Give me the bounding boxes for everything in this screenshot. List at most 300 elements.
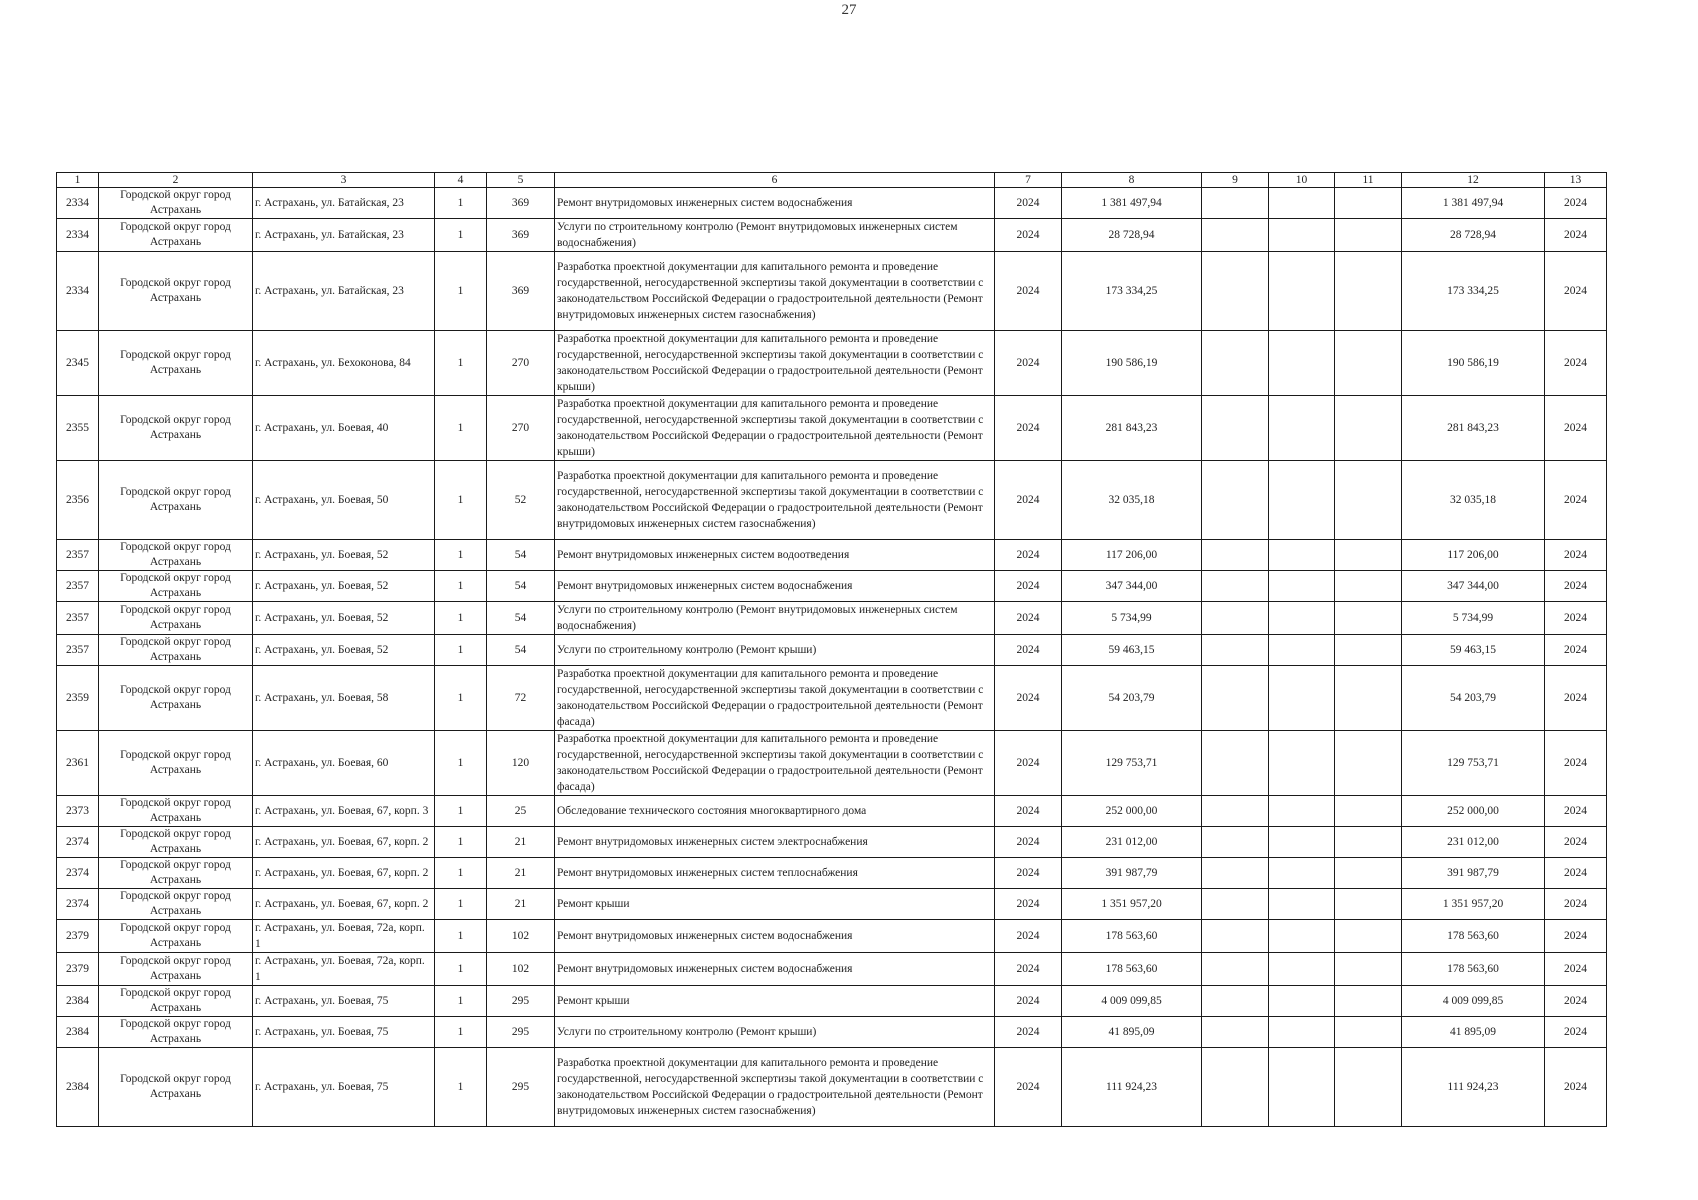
work-type-cell: Разработка проектной документации для капитального ремонта и проведение государственной, негосударственной экспертизы такой документации в соответствии с законодательством Российской Федерации о градостроительной деятельности (Ремонт фасада) [555,731,995,796]
completion-year-cell: 2024 [1545,571,1607,602]
column-11-value-cell [1335,219,1402,252]
completion-year-cell: 2024 [1545,858,1607,889]
column-9-value-cell [1202,953,1269,986]
address-cell: г. Астрахань, ул. Боевая, 75 [253,1017,435,1048]
column-10-value-cell [1269,540,1335,571]
column-4-value-cell: 1 [435,986,487,1017]
column-9-value-cell [1202,666,1269,731]
column-header-11: 11 [1335,173,1402,188]
work-type-cell: Разработка проектной документации для капитального ремонта и проведение государственной, негосударственной экспертизы такой документации в соответствии с законодательством Российской Федерации о градостроительной деятельности (Ремонт крыши) [555,331,995,396]
column-4-value-cell: 1 [435,571,487,602]
column-5-value-cell: 295 [487,986,555,1017]
municipality-cell: Городской округ город Астрахань [99,858,253,889]
row-number-cell: 2374 [57,827,99,858]
column-9-value-cell [1202,540,1269,571]
column-10-value-cell [1269,219,1335,252]
work-type-cell: Ремонт внутридомовых инженерных систем электроснабжения [555,827,995,858]
municipality-cell: Городской округ город Астрахань [99,889,253,920]
year-cell: 2024 [995,731,1062,796]
column-5-value-cell: 25 [487,796,555,827]
total-amount-cell: 173 334,25 [1402,252,1545,331]
amount-cell: 347 344,00 [1062,571,1202,602]
row-number-cell: 2357 [57,602,99,635]
work-type-cell: Ремонт внутридомовых инженерных систем водоснабжения [555,571,995,602]
column-4-value-cell: 1 [435,461,487,540]
column-5-value-cell: 72 [487,666,555,731]
table-row [57,461,1607,540]
column-10-value-cell [1269,920,1335,953]
year-cell: 2024 [995,1048,1062,1127]
column-5-value-cell: 270 [487,331,555,396]
year-cell: 2024 [995,331,1062,396]
work-type-cell: Ремонт крыши [555,986,995,1017]
address-cell: г. Астрахань, ул. Боевая, 60 [253,731,435,796]
completion-year-cell: 2024 [1545,252,1607,331]
total-amount-cell: 252 000,00 [1402,796,1545,827]
municipality-cell: Городской округ город Астрахань [99,1048,253,1127]
column-4-value-cell: 1 [435,331,487,396]
completion-year-cell: 2024 [1545,827,1607,858]
row-number-cell: 2373 [57,796,99,827]
column-10-value-cell [1269,986,1335,1017]
column-4-value-cell: 1 [435,188,487,219]
amount-cell: 190 586,19 [1062,331,1202,396]
work-type-cell: Ремонт внутридомовых инженерных систем водоотведения [555,540,995,571]
row-number-cell: 2384 [57,1017,99,1048]
total-amount-cell: 231 012,00 [1402,827,1545,858]
column-4-value-cell: 1 [435,1048,487,1127]
total-amount-cell: 178 563,60 [1402,920,1545,953]
municipality-cell: Городской округ город Астрахань [99,666,253,731]
column-9-value-cell [1202,635,1269,666]
total-amount-cell: 4 009 099,85 [1402,986,1545,1017]
column-9-value-cell [1202,986,1269,1017]
column-4-value-cell: 1 [435,827,487,858]
amount-cell: 173 334,25 [1062,252,1202,331]
column-11-value-cell [1335,540,1402,571]
table-row [57,331,1607,396]
column-4-value-cell: 1 [435,889,487,920]
column-header-5: 5 [487,173,555,188]
column-10-value-cell [1269,635,1335,666]
row-number-cell: 2334 [57,252,99,331]
column-5-value-cell: 21 [487,827,555,858]
address-cell: г. Астрахань, ул. Боевая, 58 [253,666,435,731]
completion-year-cell: 2024 [1545,953,1607,986]
table-row [57,396,1607,461]
column-5-value-cell: 21 [487,858,555,889]
table-row [57,252,1607,331]
column-header-2: 2 [99,173,253,188]
work-type-cell: Ремонт внутридомовых инженерных систем водоснабжения [555,188,995,219]
work-type-cell: Услуги по строительному контролю (Ремонт крыши) [555,635,995,666]
column-11-value-cell [1335,858,1402,889]
column-11-value-cell [1335,188,1402,219]
column-11-value-cell [1335,252,1402,331]
completion-year-cell: 2024 [1545,540,1607,571]
column-4-value-cell: 1 [435,731,487,796]
amount-cell: 178 563,60 [1062,953,1202,986]
column-11-value-cell [1335,889,1402,920]
work-type-cell: Разработка проектной документации для капитального ремонта и проведение государственной, негосударственной экспертизы такой документации в соответствии с законодательством Российской Федерации о градостроительной деятельности (Ремонт крыши) [555,396,995,461]
column-5-value-cell: 369 [487,252,555,331]
year-cell: 2024 [995,461,1062,540]
municipality-cell: Городской округ город Астрахань [99,571,253,602]
column-9-value-cell [1202,219,1269,252]
column-11-value-cell [1335,666,1402,731]
column-9-value-cell [1202,602,1269,635]
column-9-value-cell [1202,252,1269,331]
column-5-value-cell: 102 [487,953,555,986]
table-row [57,571,1607,602]
year-cell: 2024 [995,953,1062,986]
column-10-value-cell [1269,331,1335,396]
column-11-value-cell [1335,827,1402,858]
address-cell: г. Астрахань, ул. Батайская, 23 [253,252,435,331]
column-11-value-cell [1335,602,1402,635]
column-9-value-cell [1202,331,1269,396]
year-cell: 2024 [995,858,1062,889]
municipality-cell: Городской округ город Астрахань [99,252,253,331]
column-4-value-cell: 1 [435,858,487,889]
work-type-cell: Услуги по строительному контролю (Ремонт внутридомовых инженерных систем водоснабжения) [555,219,995,252]
column-10-value-cell [1269,571,1335,602]
completion-year-cell: 2024 [1545,731,1607,796]
municipality-cell: Городской округ город Астрахань [99,396,253,461]
total-amount-cell: 1 381 497,94 [1402,188,1545,219]
completion-year-cell: 2024 [1545,461,1607,540]
municipality-cell: Городской округ город Астрахань [99,920,253,953]
row-number-cell: 2384 [57,1048,99,1127]
total-amount-cell: 28 728,94 [1402,219,1545,252]
column-5-value-cell: 102 [487,920,555,953]
total-amount-cell: 391 987,79 [1402,858,1545,889]
total-amount-cell: 41 895,09 [1402,1017,1545,1048]
amount-cell: 117 206,00 [1062,540,1202,571]
column-10-value-cell [1269,827,1335,858]
column-4-value-cell: 1 [435,796,487,827]
table-row [57,858,1607,889]
capital-repair-register-table [56,172,1607,1127]
address-cell: г. Астрахань, ул. Боевая, 67, корп. 2 [253,858,435,889]
work-type-cell: Разработка проектной документации для капитального ремонта и проведение государственной, негосударственной экспертизы такой документации в соответствии с законодательством Российской Федерации о градостроительной деятельности (Ремонт внутридомовых инженерных систем газоснабжения) [555,1048,995,1127]
row-number-cell: 2374 [57,858,99,889]
row-number-cell: 2355 [57,396,99,461]
address-cell: г. Астрахань, ул. Боевая, 67, корп. 3 [253,796,435,827]
total-amount-cell: 5 734,99 [1402,602,1545,635]
column-10-value-cell [1269,889,1335,920]
work-type-cell: Услуги по строительному контролю (Ремонт крыши) [555,1017,995,1048]
completion-year-cell: 2024 [1545,920,1607,953]
row-number-cell: 2359 [57,666,99,731]
work-type-cell: Ремонт внутридомовых инженерных систем теплоснабжения [555,858,995,889]
amount-cell: 32 035,18 [1062,461,1202,540]
column-9-value-cell [1202,396,1269,461]
work-type-cell: Разработка проектной документации для капитального ремонта и проведение государственной, негосударственной экспертизы такой документации в соответствии с законодательством Российской Федерации о градостроительной деятельности (Ремонт внутридомовых инженерных систем газоснабжения) [555,461,995,540]
column-9-value-cell [1202,571,1269,602]
address-cell: г. Астрахань, ул. Боевая, 52 [253,602,435,635]
completion-year-cell: 2024 [1545,331,1607,396]
completion-year-cell: 2024 [1545,986,1607,1017]
column-4-value-cell: 1 [435,920,487,953]
column-10-value-cell [1269,796,1335,827]
column-9-value-cell [1202,461,1269,540]
column-5-value-cell: 120 [487,731,555,796]
column-11-value-cell [1335,1048,1402,1127]
column-header-1: 1 [57,173,99,188]
column-header-8: 8 [1062,173,1202,188]
column-9-value-cell [1202,889,1269,920]
amount-cell: 5 734,99 [1062,602,1202,635]
column-10-value-cell [1269,461,1335,540]
municipality-cell: Городской округ город Астрахань [99,602,253,635]
completion-year-cell: 2024 [1545,219,1607,252]
column-5-value-cell: 21 [487,889,555,920]
total-amount-cell: 1 351 957,20 [1402,889,1545,920]
column-header-3: 3 [253,173,435,188]
amount-cell: 281 843,23 [1062,396,1202,461]
table-row [57,953,1607,986]
column-4-value-cell: 1 [435,219,487,252]
total-amount-cell: 347 344,00 [1402,571,1545,602]
column-5-value-cell: 54 [487,540,555,571]
column-9-value-cell [1202,1017,1269,1048]
table-row [57,731,1607,796]
column-10-value-cell [1269,252,1335,331]
completion-year-cell: 2024 [1545,796,1607,827]
completion-year-cell: 2024 [1545,666,1607,731]
column-9-value-cell [1202,827,1269,858]
municipality-cell: Городской округ город Астрахань [99,219,253,252]
column-4-value-cell: 1 [435,540,487,571]
column-11-value-cell [1335,731,1402,796]
year-cell: 2024 [995,252,1062,331]
work-type-cell: Услуги по строительному контролю (Ремонт внутридомовых инженерных систем водоснабжения) [555,602,995,635]
column-9-value-cell [1202,858,1269,889]
amount-cell: 252 000,00 [1062,796,1202,827]
completion-year-cell: 2024 [1545,1048,1607,1127]
completion-year-cell: 2024 [1545,602,1607,635]
table-row [57,188,1607,219]
address-cell: г. Астрахань, ул. Боевая, 72а, корп. 1 [253,953,435,986]
row-number-cell: 2374 [57,889,99,920]
table-row [57,986,1607,1017]
year-cell: 2024 [995,602,1062,635]
table-row [57,889,1607,920]
municipality-cell: Городской округ город Астрахань [99,731,253,796]
column-11-value-cell [1335,796,1402,827]
total-amount-cell: 129 753,71 [1402,731,1545,796]
work-type-cell: Ремонт крыши [555,889,995,920]
year-cell: 2024 [995,219,1062,252]
table-row [57,666,1607,731]
row-number-cell: 2361 [57,731,99,796]
column-4-value-cell: 1 [435,1017,487,1048]
total-amount-cell: 111 924,23 [1402,1048,1545,1127]
column-11-value-cell [1335,635,1402,666]
municipality-cell: Городской округ город Астрахань [99,1017,253,1048]
column-10-value-cell [1269,602,1335,635]
table-row [57,920,1607,953]
row-number-cell: 2357 [57,540,99,571]
table-body [57,188,1607,1127]
column-10-value-cell [1269,953,1335,986]
column-9-value-cell [1202,188,1269,219]
column-5-value-cell: 52 [487,461,555,540]
column-5-value-cell: 54 [487,571,555,602]
address-cell: г. Астрахань, ул. Боевая, 52 [253,571,435,602]
municipality-cell: Городской округ город Астрахань [99,540,253,571]
row-number-cell: 2345 [57,331,99,396]
work-type-cell: Разработка проектной документации для капитального ремонта и проведение государственной, негосударственной экспертизы такой документации в соответствии с законодательством Российской Федерации о градостроительной деятельности (Ремонт фасада) [555,666,995,731]
column-header-9: 9 [1202,173,1269,188]
table-row [57,1017,1607,1048]
column-10-value-cell [1269,396,1335,461]
page-number: 27 [841,2,857,18]
total-amount-cell: 59 463,15 [1402,635,1545,666]
column-11-value-cell [1335,331,1402,396]
address-cell: г. Астрахань, ул. Бехоконова, 84 [253,331,435,396]
year-cell: 2024 [995,986,1062,1017]
table-row [57,635,1607,666]
column-11-value-cell [1335,571,1402,602]
municipality-cell: Городской округ город Астрахань [99,796,253,827]
column-10-value-cell [1269,858,1335,889]
year-cell: 2024 [995,827,1062,858]
table-row [57,796,1607,827]
column-5-value-cell: 54 [487,602,555,635]
amount-cell: 111 924,23 [1062,1048,1202,1127]
table-row [57,219,1607,252]
municipality-cell: Городской округ город Астрахань [99,331,253,396]
total-amount-cell: 178 563,60 [1402,953,1545,986]
column-header-6: 6 [555,173,995,188]
address-cell: г. Астрахань, ул. Боевая, 52 [253,635,435,666]
row-number-cell: 2356 [57,461,99,540]
amount-cell: 4 009 099,85 [1062,986,1202,1017]
address-cell: г. Астрахань, ул. Боевая, 50 [253,461,435,540]
year-cell: 2024 [995,889,1062,920]
year-cell: 2024 [995,635,1062,666]
row-number-cell: 2384 [57,986,99,1017]
municipality-cell: Городской округ город Астрахань [99,953,253,986]
column-9-value-cell [1202,796,1269,827]
address-cell: г. Астрахань, ул. Боевая, 75 [253,986,435,1017]
column-5-value-cell: 295 [487,1017,555,1048]
row-number-cell: 2334 [57,219,99,252]
amount-cell: 59 463,15 [1062,635,1202,666]
address-cell: г. Астрахань, ул. Батайская, 23 [253,188,435,219]
address-cell: г. Астрахань, ул. Боевая, 67, корп. 2 [253,827,435,858]
column-10-value-cell [1269,188,1335,219]
completion-year-cell: 2024 [1545,188,1607,219]
column-11-value-cell [1335,396,1402,461]
column-5-value-cell: 54 [487,635,555,666]
column-5-value-cell: 270 [487,396,555,461]
column-header-10: 10 [1269,173,1335,188]
table-row [57,602,1607,635]
table-row [57,540,1607,571]
address-cell: г. Астрахань, ул. Боевая, 67, корп. 2 [253,889,435,920]
column-4-value-cell: 1 [435,635,487,666]
amount-cell: 178 563,60 [1062,920,1202,953]
column-5-value-cell: 295 [487,1048,555,1127]
table-row [57,1048,1607,1127]
year-cell: 2024 [995,1017,1062,1048]
row-number-cell: 2379 [57,953,99,986]
column-4-value-cell: 1 [435,666,487,731]
total-amount-cell: 117 206,00 [1402,540,1545,571]
completion-year-cell: 2024 [1545,889,1607,920]
work-type-cell: Ремонт внутридомовых инженерных систем водоснабжения [555,920,995,953]
row-number-cell: 2334 [57,188,99,219]
row-number-cell: 2379 [57,920,99,953]
municipality-cell: Городской округ город Астрахань [99,188,253,219]
column-11-value-cell [1335,461,1402,540]
total-amount-cell: 32 035,18 [1402,461,1545,540]
address-cell: г. Астрахань, ул. Боевая, 75 [253,1048,435,1127]
column-10-value-cell [1269,666,1335,731]
year-cell: 2024 [995,796,1062,827]
column-4-value-cell: 1 [435,396,487,461]
column-4-value-cell: 1 [435,953,487,986]
column-header-12: 12 [1402,173,1545,188]
address-cell: г. Астрахань, ул. Боевая, 40 [253,396,435,461]
column-11-value-cell [1335,920,1402,953]
amount-cell: 54 203,79 [1062,666,1202,731]
amount-cell: 231 012,00 [1062,827,1202,858]
work-type-cell: Обследование технического состояния многоквартирного дома [555,796,995,827]
column-9-value-cell [1202,920,1269,953]
column-9-value-cell [1202,1048,1269,1127]
amount-cell: 28 728,94 [1062,219,1202,252]
amount-cell: 129 753,71 [1062,731,1202,796]
column-5-value-cell: 369 [487,188,555,219]
column-10-value-cell [1269,731,1335,796]
total-amount-cell: 54 203,79 [1402,666,1545,731]
address-cell: г. Астрахань, ул. Боевая, 52 [253,540,435,571]
year-cell: 2024 [995,396,1062,461]
year-cell: 2024 [995,540,1062,571]
completion-year-cell: 2024 [1545,635,1607,666]
column-11-value-cell [1335,953,1402,986]
municipality-cell: Городской округ город Астрахань [99,461,253,540]
municipality-cell: Городской округ город Астрахань [99,635,253,666]
column-header-4: 4 [435,173,487,188]
year-cell: 2024 [995,920,1062,953]
work-type-cell: Разработка проектной документации для капитального ремонта и проведение государственной, негосударственной экспертизы такой документации в соответствии с законодательством Российской Федерации о градостроительной деятельности (Ремонт внутридомовых инженерных систем газоснабжения) [555,252,995,331]
completion-year-cell: 2024 [1545,1017,1607,1048]
table-row [57,827,1607,858]
column-10-value-cell [1269,1048,1335,1127]
column-number-header-row [57,173,1607,188]
row-number-cell: 2357 [57,571,99,602]
column-4-value-cell: 1 [435,252,487,331]
completion-year-cell: 2024 [1545,396,1607,461]
amount-cell: 1 381 497,94 [1062,188,1202,219]
address-cell: г. Астрахань, ул. Батайская, 23 [253,219,435,252]
amount-cell: 391 987,79 [1062,858,1202,889]
year-cell: 2024 [995,571,1062,602]
column-11-value-cell [1335,1017,1402,1048]
total-amount-cell: 190 586,19 [1402,331,1545,396]
column-5-value-cell: 369 [487,219,555,252]
column-header-13: 13 [1545,173,1607,188]
column-9-value-cell [1202,731,1269,796]
municipality-cell: Городской округ город Астрахань [99,827,253,858]
address-cell: г. Астрахань, ул. Боевая, 72а, корп. 1 [253,920,435,953]
column-10-value-cell [1269,1017,1335,1048]
